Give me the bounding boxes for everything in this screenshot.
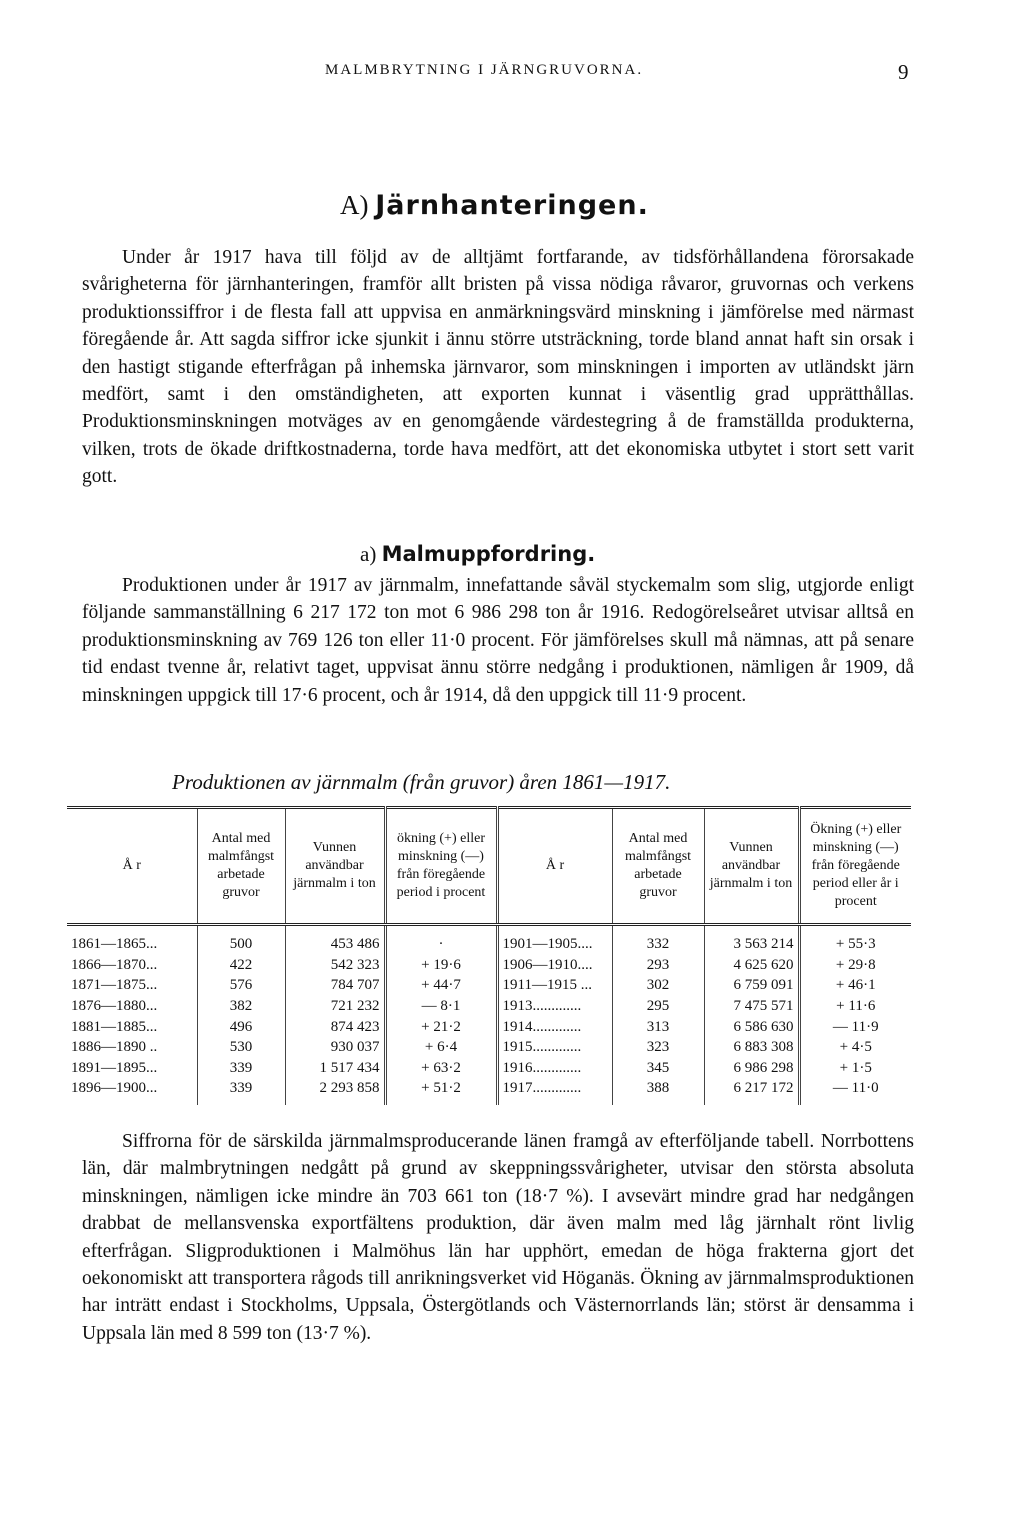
- page-number: 9: [898, 60, 909, 84]
- header-ore-left: Vunnen användbar järnmalm i ton: [285, 808, 385, 925]
- cell-change-left: ·: [385, 925, 497, 955]
- cell-ore-left: 2 293 858: [285, 1078, 385, 1105]
- cell-ore-left: 453 486: [285, 925, 385, 955]
- cell-mines-right: 332: [612, 925, 704, 955]
- cell-change-left: — 8·1: [385, 996, 497, 1017]
- cell-change-right: + 1·5: [799, 1058, 911, 1079]
- section-heading: Järnhanteringen.: [375, 190, 649, 221]
- subsection-title: [360, 542, 595, 567]
- cell-mines-right: 388: [612, 1078, 704, 1105]
- header-year-left: Å r: [67, 808, 197, 925]
- header-change-right: Ökning (+) eller minskning (—) från föregående period eller år i procent: [799, 808, 911, 925]
- cell-year-left: 1876—1880...: [71, 998, 158, 1015]
- cell-ore-right: 6 217 172: [704, 1078, 799, 1105]
- table-row: [67, 996, 911, 1017]
- table-row: [67, 1037, 911, 1058]
- cell-mines-left: 382: [197, 996, 285, 1017]
- paragraph-counties: Siffrorna för de särskilda järnmalmsproducerande länen framgå av efterföljande tabell. Norrbottens län, där malmbrytningen nedgått på grund av skeppningssvårigheter, utvisar den största absoluta minskningen, nämligen icke mindre än 703 661 ton (18·7 %). I avsevärt mindre grad har nedgången drabbat de mellansvenska exportfältens produktion, där även malm med låg järnhalt rönt livlig efterfrågan. Sligproduktionen i Malmöhus län har upphört, emedan de höga frakterna gjort det oekonomiskt att transportera rågods till anrikningsverket vid Höganäs. Ökning av järnmalmsproduktionen har inträtt endast i Stockholms, Uppsala, Östergötlands och Västernorrlands län; störst är densamma i Uppsala län med 8 599 ton (13·7 %).: [82, 1131, 914, 1344]
- table-row: [67, 955, 911, 976]
- cell-change-left: + 63·2: [385, 1058, 497, 1079]
- table-header-row: [67, 808, 911, 925]
- cell-ore-right: 6 883 308: [704, 1037, 799, 1058]
- cell-change-right: + 46·1: [799, 975, 911, 996]
- cell-mines-left: 500: [197, 925, 285, 955]
- cell-change-left: + 19·6: [385, 955, 497, 976]
- cell-mines-left: 422: [197, 955, 285, 976]
- paragraph-intro: Under år 1917 hava till följd av de alltjämt fortfarande, av tidsförhållandena förorsakade svårigheterna för järnhanteringen, framför allt bristen på vissa nödiga råvaror, gruvornas och verkens produktionssiffror i de flesta fall att uppvisa en anmärkningsvärd minskning i jämförelse med närmast föregående år. Att sagda siffror icke sjunkit i ännu större utsträckning, torde bland annat haft sin orsak i den hastigt stigande efterfrågan på inhemska järnvaror, som minskningen i importen av utländskt järn medfört, samt i den omständigheten, att exporten kunnat i väsentlig grad upprätthållas. Produktionsminskningen motväges av en genomgående värdestegring å de framställda produkterna, vilken, trots de ökade driftkostnaderna, torde hava medfört, att det ekonomiska utbytet i stort sett varit gott.: [82, 247, 914, 488]
- cell-change-right: + 29·8: [799, 955, 911, 976]
- cell-change-right: — 11·0: [799, 1078, 911, 1105]
- cell-change-left: + 44·7: [385, 975, 497, 996]
- cell-year-right: 1915.............: [497, 1037, 612, 1058]
- cell-year-left: 1881—1885...: [71, 1018, 158, 1035]
- table-row: [67, 1078, 911, 1105]
- cell-ore-right: 6 586 630: [704, 1016, 799, 1037]
- cell-mines-right: 295: [612, 996, 704, 1017]
- header-mines-left: Antal med malmfångst arbetade gruvor: [197, 808, 285, 925]
- cell-year-right: 1914.............: [497, 1016, 612, 1037]
- cell-year-left: 1886—1890 ..: [71, 1039, 158, 1056]
- table-caption: Produktionen av järnmalm (från gruvor) åren 1861—1917.: [172, 770, 671, 794]
- cell-ore-right: 4 625 620: [704, 955, 799, 976]
- cell-year-right: 1917.............: [497, 1078, 612, 1105]
- table-row: [67, 1016, 911, 1037]
- cell-change-left: + 51·2: [385, 1078, 497, 1105]
- cell-mines-right: 345: [612, 1058, 704, 1079]
- subsection-heading: Malmuppfordring.: [381, 542, 596, 566]
- section-title: [340, 190, 649, 221]
- cell-mines-left: 496: [197, 1016, 285, 1037]
- header-mines-right: Antal med malmfångst arbetade gruvor: [612, 808, 704, 925]
- cell-ore-left: 721 232: [285, 996, 385, 1017]
- production-table: [67, 806, 911, 1105]
- cell-ore-left: 784 707: [285, 975, 385, 996]
- cell-year-left: 1866—1870...: [71, 956, 158, 973]
- table-row: [67, 925, 911, 955]
- cell-mines-right: 323: [612, 1037, 704, 1058]
- cell-year-right: 1916.............: [497, 1058, 612, 1079]
- header-year-right: Å r: [497, 808, 612, 925]
- cell-year-right: 1911—1915 ...: [497, 975, 612, 996]
- header-ore-right: Vunnen användbar järnmalm i ton: [704, 808, 799, 925]
- cell-ore-left: 930 037: [285, 1037, 385, 1058]
- cell-change-left: + 21·2: [385, 1016, 497, 1037]
- cell-mines-left: 576: [197, 975, 285, 996]
- cell-year-right: 1901—1905....: [497, 925, 612, 955]
- cell-ore-right: 3 563 214: [704, 925, 799, 955]
- cell-ore-left: 874 423: [285, 1016, 385, 1037]
- cell-year-left: 1861—1865...: [71, 936, 158, 953]
- subsection-letter: a): [360, 542, 377, 566]
- cell-change-right: + 55·3: [799, 925, 911, 955]
- cell-change-right: + 4·5: [799, 1037, 911, 1058]
- paragraph-production: Produktionen under år 1917 av järnmalm, innefattande såväl styckemalm som slig, utgjorde enligt följande sammanställning 6 217 172 ton mot 6 986 298 ton år 1916. Redogörelseåret utvisar alltså en produktionsminskning av 769 126 ton eller 11·0 procent. För jämförelses skull må nämnas, att på senare tid endast tvenne år, relativt taget, uppvisat ännu större nedgång i produktionen, nämligen år 1909, då minskningen uppgick till 17·6 procent, och år 1914, då den uppgick till 11·9 procent.: [82, 575, 914, 706]
- table-row: [67, 1058, 911, 1079]
- cell-change-right: + 11·6: [799, 996, 911, 1017]
- table-row: [67, 975, 911, 996]
- cell-mines-left: 530: [197, 1037, 285, 1058]
- header-change-left: ökning (+) eller minskning (—) från föregående period i procent: [385, 808, 497, 925]
- cell-change-right: — 11·9: [799, 1016, 911, 1037]
- cell-ore-left: 542 323: [285, 955, 385, 976]
- running-head: MALMBRYTNING I JÄRNGRUVORNA.: [325, 62, 644, 78]
- section-letter: A): [340, 190, 369, 220]
- cell-ore-right: 6 986 298: [704, 1058, 799, 1079]
- cell-ore-right: 6 759 091: [704, 975, 799, 996]
- cell-mines-right: 302: [612, 975, 704, 996]
- cell-change-left: + 6·4: [385, 1037, 497, 1058]
- cell-year-right: 1906—1910....: [497, 955, 612, 976]
- cell-year-left: 1896—1900...: [71, 1080, 158, 1097]
- cell-mines-right: 293: [612, 955, 704, 976]
- cell-mines-left: 339: [197, 1078, 285, 1105]
- cell-mines-right: 313: [612, 1016, 704, 1037]
- cell-ore-right: 7 475 571: [704, 996, 799, 1017]
- cell-mines-left: 339: [197, 1058, 285, 1079]
- cell-year-right: 1913.............: [497, 996, 612, 1017]
- cell-ore-left: 1 517 434: [285, 1058, 385, 1079]
- cell-year-left: 1871—1875...: [71, 977, 158, 994]
- cell-year-left: 1891—1895...: [71, 1059, 158, 1076]
- table-body: [67, 925, 911, 1105]
